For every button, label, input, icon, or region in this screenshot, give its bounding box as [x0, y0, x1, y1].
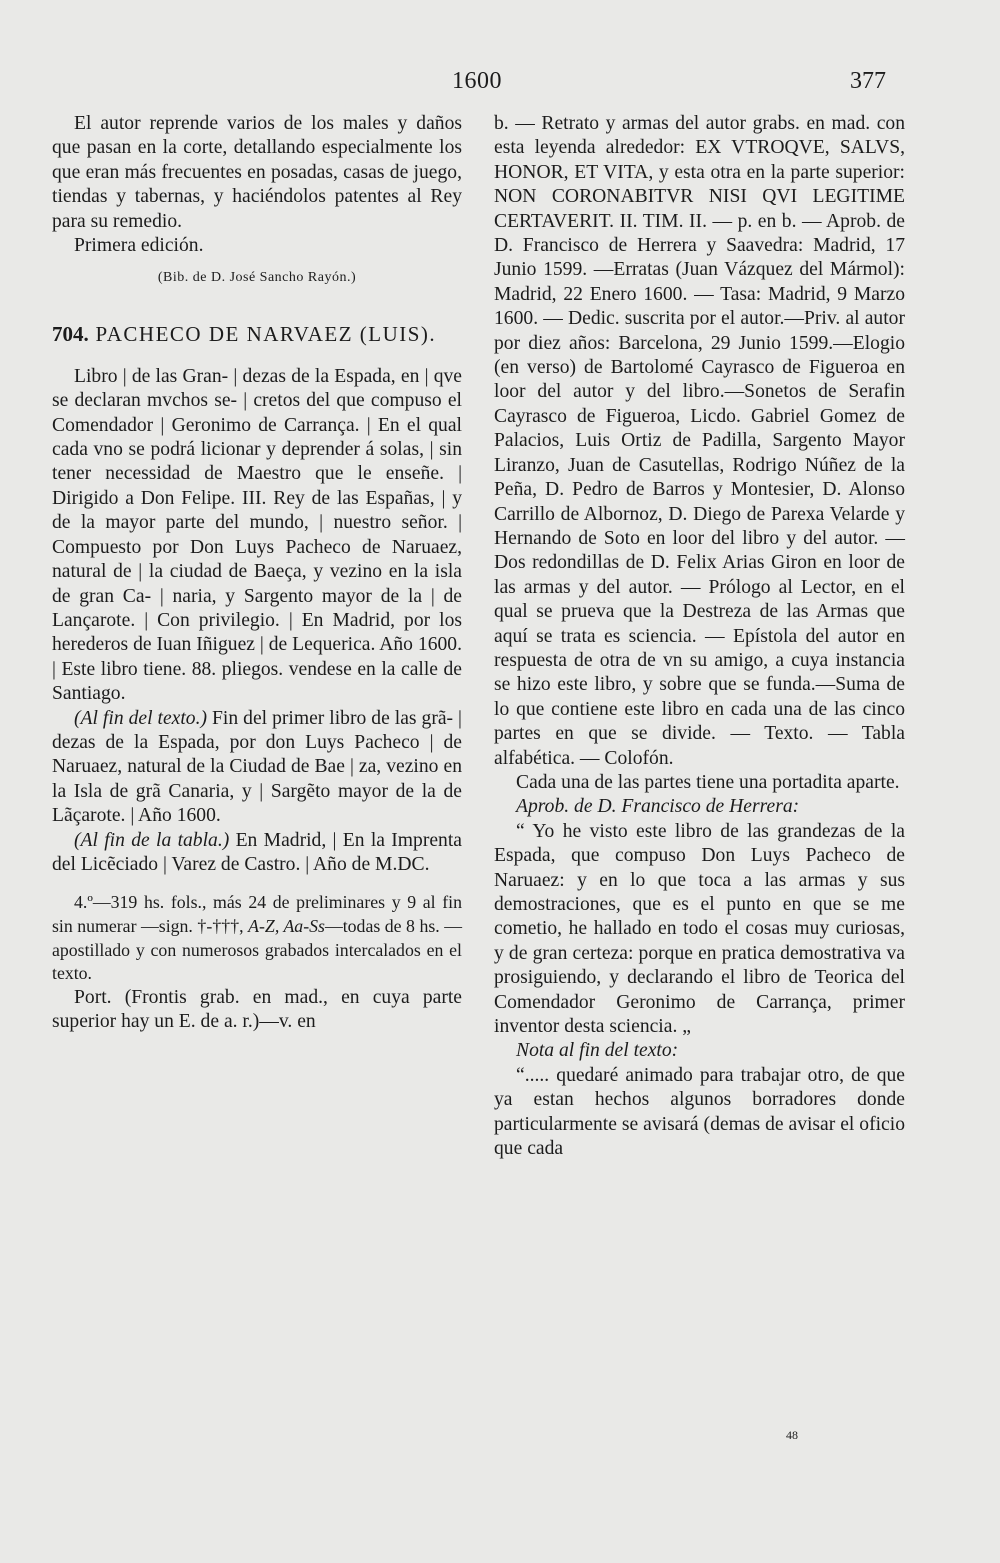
portada-description: Port. (Frontis grab. en mad., en cuya parte superior hay un E. de a. r.)—v. en [52, 986, 462, 1033]
colophon-body: Fin del primer libro de las grã- | dezas de la Espada, por don Luys Pacheco | de Naruaez, natural de la Ciudad de Bae | za, vezino en la Isla de grã Canaria, y | Sargẽto mayor de la de Lãçarote. | Año 1600. [52, 707, 462, 827]
physical-description [52, 891, 462, 985]
description-part: 4.º—319 hs. fols., más 24 de preliminares y 9 al fin sin numerar —sign. †-†††, [52, 892, 462, 936]
spacer [52, 877, 462, 891]
approbation-label: Aprob. de D. Francisco de Herrera: [516, 796, 800, 818]
right-column [494, 112, 905, 1161]
note-label: Nota al fin del texto: [516, 1040, 679, 1062]
approbation-quote: “ Yo he visto este libro de las grandezas de la Espada, que compuso Don Luys Pacheco de Naruaez: y en lo que toca a las armas y sus demostraciones, que es el punto en que se me cometio, he hallado en todo el cosas muy curiosas, y de gran certeza: porque en pratica demostrativa va prosiguiendo, y declarando el libro de Teorica del Comendador Geronimo de Carrança, primer inventor desta sciencia. „ [494, 820, 905, 1038]
description-part: —todas de 8 hs. —apostillado y con numerosos grabados intercalados en el texto. [52, 915, 462, 984]
printer-signature: 48 [786, 1428, 798, 1442]
entry-heading [52, 321, 462, 347]
entry-author: PACHECO DE NARVAEZ (LUIS). [95, 321, 437, 346]
page-number: 377 [850, 68, 886, 94]
bibliographic-source: (Bib. de D. José Sancho Rayón.) [157, 270, 357, 286]
paragraph: b. — Retrato y armas del autor grabs. en mad. con esta leyenda alrededor: EX VTROQVE, SALVS, HONOR, ET VITA, y esta otra en la parte superior: NON CORONABITVR NISI QVI LEGITIME CERTAVERIT. II. TIM. II. — p. en b. — Aprob. de D. Francisco de Herrera y Saavedra: Madrid, 17 Junio 1599. —Erratas (Juan Vázquez del Mármol): Madrid, 22 Enero 1600. — Tasa: Madrid, 9 Marzo 1600. — Dedic. suscrita por el autor.—Priv. al autor por diez años: Barcelona, 29 Junio 1599.—Elogio (en verso) de Bartolomé Cayrasco de Figueroa en loor del autor y del libro.—Sonetos de Serafin Cayrasco de Figueroa, Licdo. Gabriel Gomez de Palacios, Luis Ortiz de Padilla, Sargento Mayor Liranzo, Juan de Casutellas, Rodrigo Núñez de la Peña, D. Pedro de Barros y Montesier, D. Alonso Carrillo de Albornoz, D. Diego de Parexa Velarde y Hernando de Soto en loor del libro y del autor. — Dos redondillas de D. Felix Arias Giron en loor de las armas y del autor. — Prólogo al Lector, en el qual se prueva que la Destreza de las Armas que aquí se trata es sciencia. — Epístola del autor en respuesta de otra de vn su amigo, a cuya instancia se hizo este libro, y sobre que se funda.—Suma de lo que contiene este libro en cada una de las cinco partes en que se divide. — Texto. — Tabla alfabética. — Colofón. [494, 113, 905, 769]
paragraph: El autor reprende varios de los males y daños que pasan en la corte, detallando especialmente los que eran más frecuentes en posadas, casas de juego, tiendas y tabernas, y haciéndolos patentes al Rey para su remedio. [52, 113, 462, 232]
running-head-year: 1600 [452, 68, 502, 94]
colophon-table [52, 829, 462, 878]
note-quote: “..... quedaré animado para trabajar otro, de que ya estan hechos algunos borradores donde particularmente se avisará (demas de avisar el oficio que cada [494, 1064, 905, 1160]
page-header [0, 68, 1000, 102]
colophon-text [52, 707, 462, 829]
spacer [52, 347, 462, 365]
paragraph: Cada una de las partes tiene una portadita aparte. [516, 771, 900, 793]
title-transcription: Libro | de las Gran- | dezas de la Espada, en | qve se declaran mvchos se- | cretos del que compuso el Comendador | Geronimo de Carrança. | En el qual cada vno se podrá licionar y deprender á solas, | sin tener necessidad de Maestro que le enseñe. | Dirigido a Don Felipe. III. Rey de las Españas, | y de la mayor parte del mundo, | nuestro señor. | Compuesto por Don Luys Pacheco de Naruaez, natural de | la ciudad de Baeça, y vezino en la isla de gran Ca- | naria, y Sargento mayor de la | de Lançarote. | Con privilegio. | En Madrid, por los herederos de Iuan Iñiguez | de Lequerica. Año 1600. | Este libro tiene. 88. pliegos. vendese en la calle de Santiago. [52, 365, 462, 705]
colophon-table-body: En Madrid, | En la Imprenta del Licẽciado | Varez de Castro. | Año de M.DC. [52, 829, 462, 875]
description-signatures: A-Z, Aa-Ss [248, 915, 325, 936]
entry-number: 704. [52, 321, 89, 346]
left-column [52, 112, 462, 1035]
colophon-table-label: (Al fin de la tabla.) [74, 829, 230, 851]
colophon-label: (Al fin del texto.) [74, 707, 208, 729]
paragraph: Primera edición. [74, 235, 204, 257]
